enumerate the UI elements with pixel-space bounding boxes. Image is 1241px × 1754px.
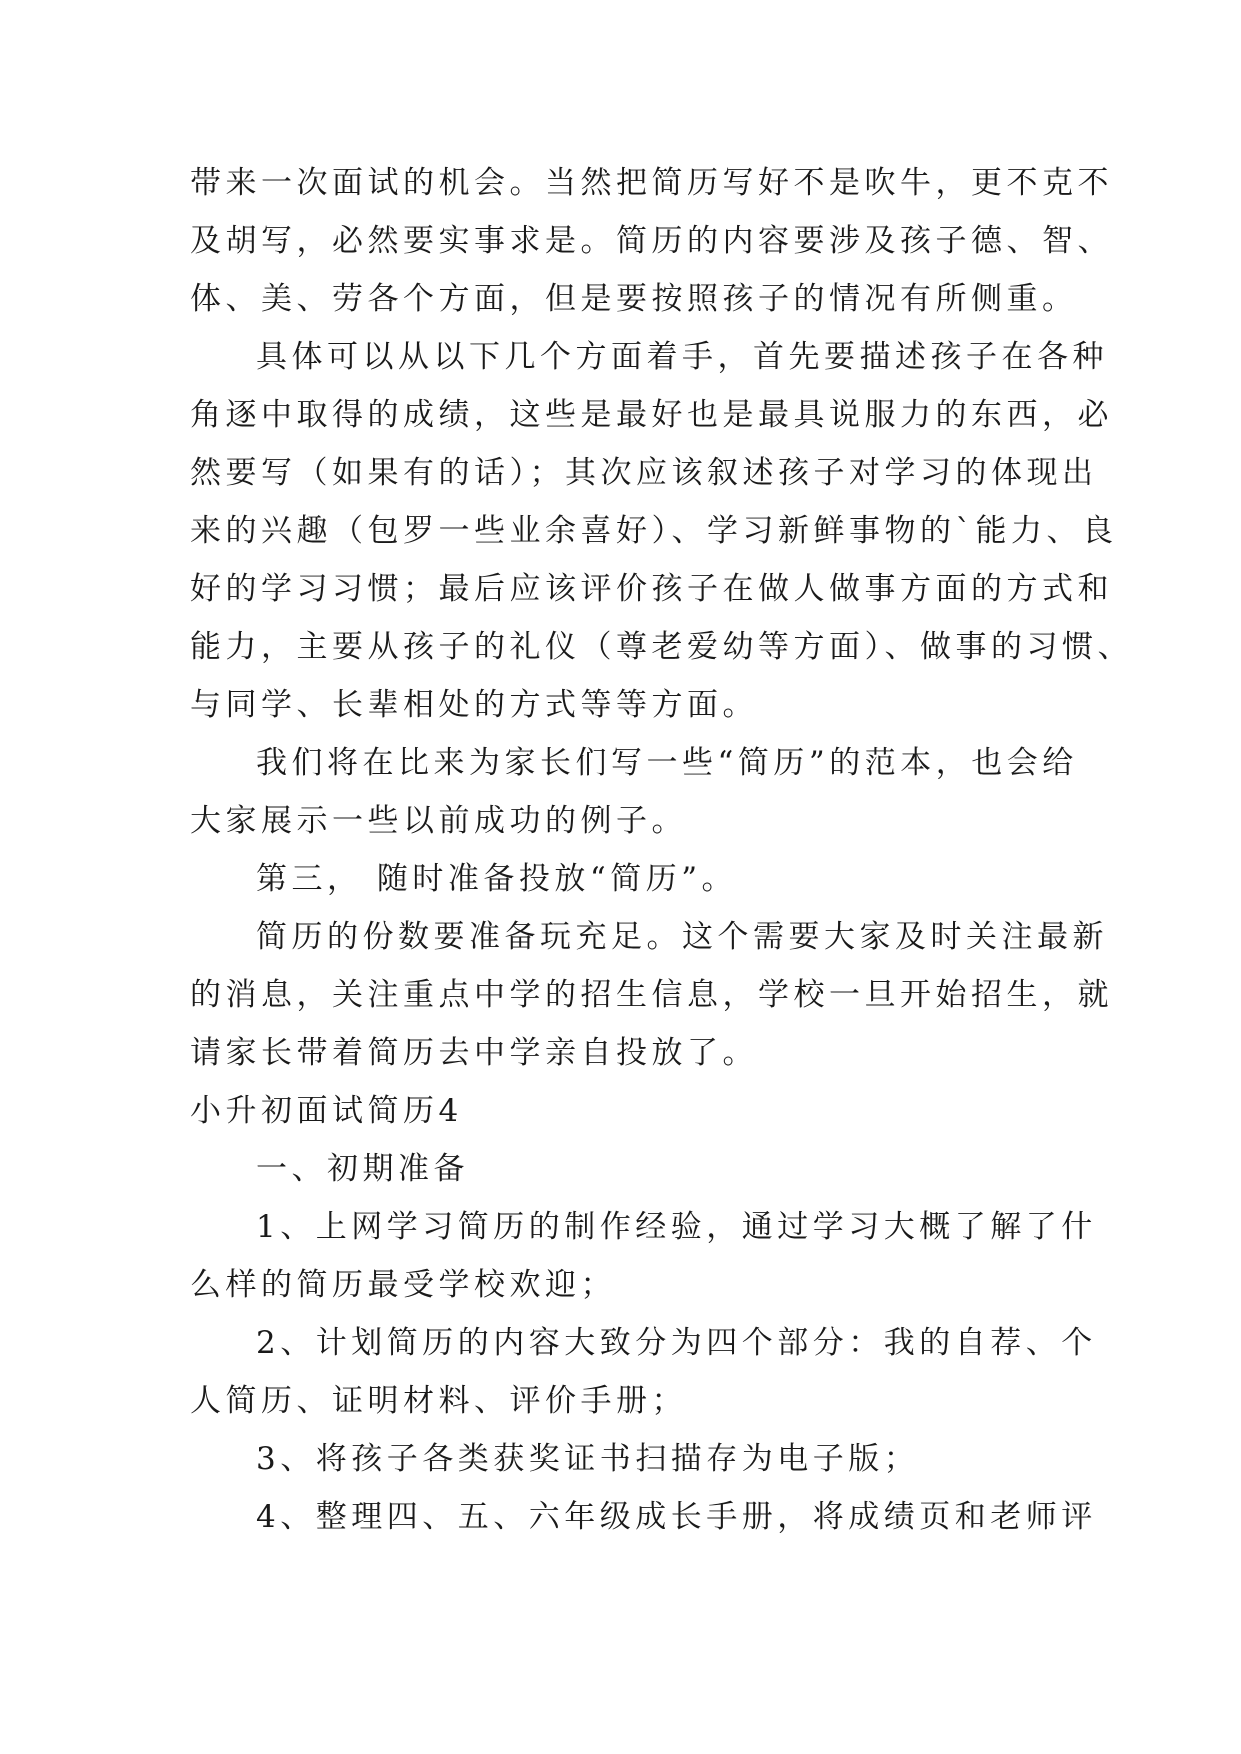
article-title: 小升初面试简历4 xyxy=(190,1093,463,1129)
list-item: 1、上网学习简历的制作经验，通过学习大概了解了什 xyxy=(256,1209,1097,1245)
section-heading: 一、初期准备 xyxy=(256,1151,469,1187)
text-line: 的消息，关注重点中学的招生信息，学校一旦开始招生，就 xyxy=(190,977,1113,1013)
text-line: 及胡写，必然要实事求是。简历的内容要涉及孩子德、智、 xyxy=(190,223,1113,259)
list-item: 3、将孩子各类获奖证书扫描存为电子版； xyxy=(256,1441,920,1477)
text-line: 然要写（如果有的话）；其次应该叙述孩子对学习的体现出 xyxy=(190,455,1098,491)
text-line: 好的学习习惯；最后应该评价孩子在做人做事方面的方式和 xyxy=(190,571,1113,607)
list-item: 4、整理四、五、六年级成长手册，将成绩页和老师评 xyxy=(256,1499,1097,1535)
text-line: 带来一次面试的机会。当然把简历写好不是吹牛，更不克不 xyxy=(190,165,1113,201)
text-line: 体、美、劳各个方面，但是要按照孩子的情况有所侧重。 xyxy=(190,281,1078,317)
text-line: 么样的简历最受学校欢迎； xyxy=(190,1267,616,1303)
text-line: 能力，主要从孩子的礼仪（尊老爱幼等方面）、做事的习惯、 xyxy=(190,629,1133,665)
text-line: 来的兴趣（包罗一些业余喜好）、学习新鲜事物的`能力、良 xyxy=(190,513,1118,549)
section-heading: 第三， 随时准备投放“简历”。 xyxy=(256,861,738,897)
text-line: 请家长带着简历去中学亲自投放了。 xyxy=(190,1035,758,1071)
paragraph-first-line: 简历的份数要准备玩充足。这个需要大家及时关注最新 xyxy=(256,919,1108,955)
text-line: 大家展示一些以前成功的例子。 xyxy=(190,803,687,839)
list-item: 2、计划简历的内容大致分为四个部分：我的自荐、个 xyxy=(256,1325,1097,1361)
text-line: 与同学、长辈相处的方式等等方面。 xyxy=(190,687,758,723)
paragraph-first-line: 我们将在比来为家长们写一些“简历”的范本，也会给 xyxy=(256,745,1078,781)
text-line: 人简历、证明材料、评价手册； xyxy=(190,1383,687,1419)
text-line: 角逐中取得的成绩，这些是最好也是最具说服力的东西，必 xyxy=(190,397,1113,433)
paragraph-first-line: 具体可以从以下几个方面着手，首先要描述孩子在各种 xyxy=(256,339,1108,375)
